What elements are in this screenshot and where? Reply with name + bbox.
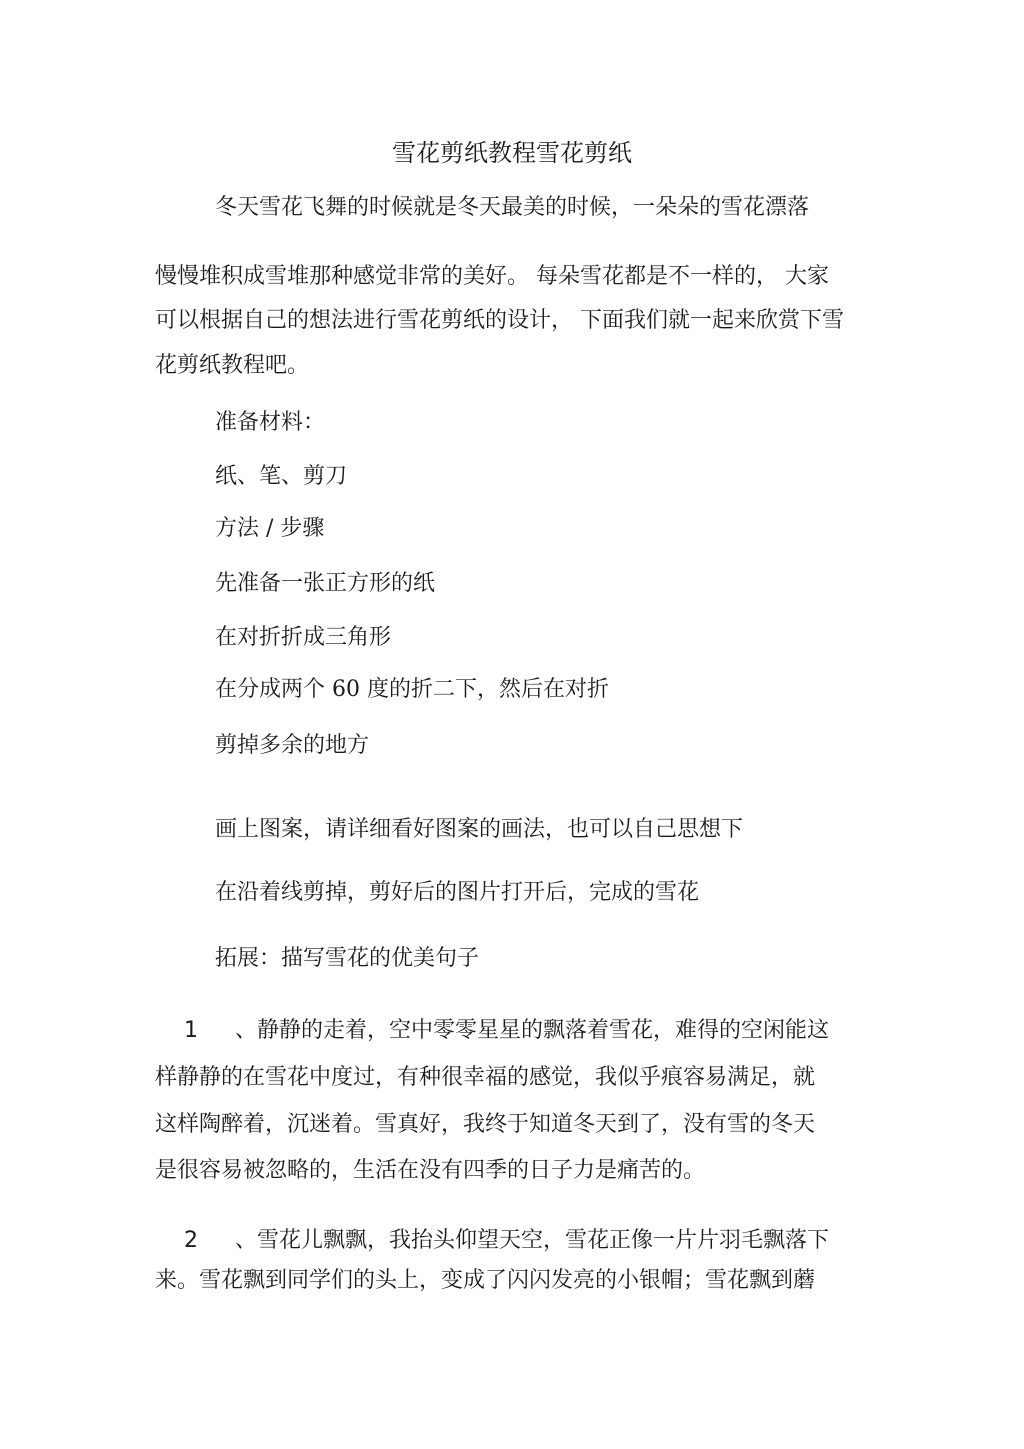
step-1: 先准备一张正方形的纸 <box>215 571 436 596</box>
extension-heading: 拓展：描写雪花的优美句子 <box>215 946 480 971</box>
sentence-2-number: 2 <box>184 1228 198 1253</box>
intro-line-4: 花剪纸教程吧。 <box>155 353 310 378</box>
sentence-2-line-2: 来。雪花飘到同学们的头上，变成了闪闪发亮的小银帽；雪花飘到蘑 <box>155 1268 816 1293</box>
step-4: 剪掉多余的地方 <box>215 733 370 758</box>
intro-line-1: 冬天雪花飞舞的时候就是冬天最美的时候，一朵朵的雪花漂落 <box>215 195 810 220</box>
materials-heading: 准备材料： <box>215 410 326 435</box>
method-heading: 方法 / 步骤 <box>215 516 325 541</box>
sentence-2-line-1: 、雪花儿飘飘，我抬头仰望天空，雪花正像一片片羽毛飘落下 <box>235 1228 830 1253</box>
step-5: 画上图案，请详细看好图案的画法，也可以自己思想下 <box>215 817 744 842</box>
intro-line-3: 可以根据自己的想法进行雪花剪纸的设计， 下面我们就一起来欣赏下雪 <box>155 308 844 333</box>
sentence-1-number: 1 <box>184 1018 198 1043</box>
sentence-1-line-2: 样静静的在雪花中度过，有种很幸福的感觉，我似乎痕容易满足，就 <box>155 1065 816 1090</box>
materials-list: 纸、笔、剪刀 <box>215 464 348 489</box>
step-6: 在沿着线剪掉，剪好后的图片打开后，完成的雪花 <box>215 880 700 905</box>
sentence-1-line-1: 、静静的走着，空中零零星星的飘落着雪花，难得的空闲能这 <box>235 1018 830 1043</box>
document-title: 雪花剪纸教程雪花剪纸 <box>392 139 632 167</box>
intro-line-2: 慢慢堆积成雪堆那种感觉非常的美好。 每朵雪花都是不一样的， 大家 <box>155 264 829 289</box>
sentence-1-line-4: 是很容易被忽略的，生活在没有四季的日子力是痛苦的。 <box>155 1158 706 1183</box>
sentence-1-line-3: 这样陶醉着，沉迷着。雪真好，我终于知道冬天到了，没有雪的冬天 <box>155 1112 816 1137</box>
step-3: 在分成两个 60 度的折二下，然后在对折 <box>215 677 609 702</box>
step-2: 在对折折成三角形 <box>215 625 392 650</box>
